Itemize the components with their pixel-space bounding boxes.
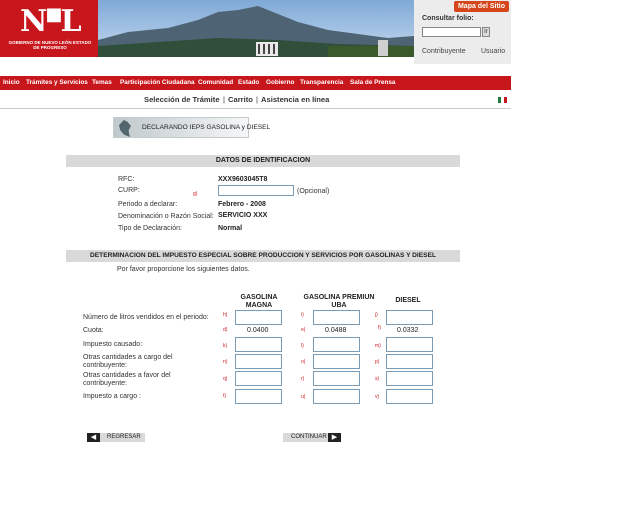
periodo-label: Periodo a declarar:	[118, 201, 178, 208]
column-header-magna: GASOLINA MAGNA	[240, 294, 278, 309]
impuesto-causado-magna-input[interactable]	[235, 337, 282, 352]
litros-magna-input[interactable]	[235, 310, 282, 325]
otras-favor-premium-input[interactable]	[313, 371, 360, 386]
cuota-diesel-value: 0.0332	[397, 327, 419, 334]
continuar-button[interactable]	[283, 433, 341, 442]
impuesto-causado-diesel-input[interactable]	[386, 337, 433, 352]
nav-item-inicio[interactable]: Inicio	[3, 79, 20, 86]
curp-optional-note: (Opcional)	[297, 188, 330, 195]
nuevo-leon-logo[interactable]	[0, 0, 98, 57]
row-marker: h)	[223, 312, 228, 318]
subnav-asistencia[interactable]: Asistencia en línea	[261, 95, 330, 104]
nav-item-comunidad[interactable]: Comunidad	[198, 79, 234, 86]
row-label-litros: Número de litros vendidos en el periodo:	[83, 314, 209, 321]
mountain-banner-image	[98, 0, 414, 57]
main-navigation	[0, 76, 511, 90]
subnav-separator: |	[256, 95, 258, 104]
cuota-premium-value: 0.0488	[325, 327, 347, 334]
row-marker: r)	[301, 376, 305, 382]
row-marker: m)	[375, 343, 381, 349]
rfc-label: RFC:	[118, 176, 135, 183]
periodo-value: Febrero - 2008	[218, 201, 266, 208]
section-image-ieps	[113, 117, 271, 138]
regresar-label: REGRESAR	[107, 434, 141, 440]
section-title-identificacion: DATOS DE IDENTIFICACION	[66, 155, 460, 167]
impuesto-causado-premium-input[interactable]	[313, 337, 360, 352]
row-label-impuesto-causado: Impuesto causado:	[83, 341, 143, 348]
curp-input[interactable]	[218, 185, 294, 196]
continuar-label: CONTINUAR	[291, 434, 327, 440]
denominacion-value: SERVICIO XXX	[218, 212, 268, 219]
column-header-premium: GASOLINA PREMIUN UBA	[303, 294, 375, 309]
otras-favor-diesel-input[interactable]	[386, 371, 433, 386]
logo-text: N■L	[20, 4, 80, 39]
row-marker: j)	[375, 312, 378, 318]
nav-item-participacion[interactable]: Participación Ciudadana	[120, 79, 195, 86]
litros-diesel-input[interactable]	[386, 310, 433, 325]
impuesto-cargo-premium-input[interactable]	[313, 389, 360, 404]
mexico-flag-icon[interactable]	[498, 97, 507, 103]
sub-navigation	[0, 92, 511, 109]
row-label-otras-cargo: Otras cantidades a cargo del contribuyente:	[83, 354, 173, 369]
row-marker: d)	[223, 327, 228, 333]
curp-label: CURP:	[118, 187, 140, 194]
row-marker: e)	[301, 327, 306, 333]
row-label-cuota: Cuota:	[83, 327, 104, 334]
tipo-declaracion-value: Normal	[218, 225, 243, 232]
otras-cargo-premium-input[interactable]	[313, 354, 360, 369]
cuota-magna-value: 0.0400	[247, 327, 269, 334]
instruction-text: Por favor proporcione los siguientes datos.	[117, 266, 250, 273]
row-marker: f)	[378, 325, 382, 331]
row-marker: n)	[223, 359, 228, 365]
row-marker: q)	[223, 376, 228, 382]
rfc-value: XXX9603045T8	[218, 176, 268, 183]
nav-item-transparencia[interactable]: Transparencia	[300, 79, 344, 86]
nav-item-sala-prensa[interactable]: Sala de Prensa	[350, 79, 396, 86]
row-marker: u)	[301, 394, 306, 400]
nav-item-tramites[interactable]: Trámites y Servicios	[26, 79, 88, 86]
impuesto-cargo-diesel-input[interactable]	[386, 389, 433, 404]
tipo-declaracion-label: Tipo de Declaración:	[118, 225, 182, 232]
subnav-separator: |	[223, 95, 225, 104]
section-title-determinacion: DETERMINACION DEL IMPUESTO ESPECIAL SOBRE PRODUCCION Y SERVICIOS POR GASOLINAS Y DIESEL	[66, 250, 460, 262]
back-arrow-icon: ◀	[87, 433, 100, 442]
subnav-carrito[interactable]: Carrito	[228, 95, 253, 104]
row-marker: k)	[223, 343, 228, 349]
litros-premium-input[interactable]	[313, 310, 360, 325]
next-arrow-icon: ▶	[328, 433, 341, 442]
nav-item-gobierno[interactable]: Gobierno	[266, 79, 295, 86]
folio-go-button[interactable]: Ir	[482, 27, 490, 37]
section-image-text: DECLARANDO IEPS GASOLINA y DIESEL	[142, 124, 271, 131]
curp-marker: g)	[193, 191, 198, 197]
row-marker: o)	[301, 359, 306, 365]
row-marker: v)	[375, 394, 380, 400]
tab-usuario[interactable]: Usuario	[481, 48, 506, 55]
denominacion-label: Denominación o Razón Social:	[118, 213, 214, 220]
row-marker: l)	[301, 343, 304, 349]
column-header-diesel: DIESEL	[395, 297, 421, 304]
row-marker: s)	[375, 376, 380, 382]
row-label-otras-favor: Otras cantidades a favor del contribuyente:	[83, 372, 171, 387]
site-map-button[interactable]: Mapa del Sitio	[454, 1, 509, 12]
otras-cargo-magna-input[interactable]	[235, 354, 282, 369]
subnav-seleccion-tramite[interactable]: Selección de Trámite	[144, 95, 220, 104]
otras-cargo-diesel-input[interactable]	[386, 354, 433, 369]
folio-input[interactable]	[422, 27, 481, 37]
nav-item-estado[interactable]: Estado	[238, 79, 260, 86]
folio-label: Consultar folio:	[422, 15, 474, 22]
otras-favor-magna-input[interactable]	[235, 371, 282, 386]
regresar-button[interactable]	[87, 433, 145, 442]
row-marker: p)	[375, 359, 380, 365]
row-marker: i)	[301, 312, 304, 318]
nuevo-leon-map-icon	[119, 120, 131, 137]
tab-contribuyente[interactable]: Contribuyente	[422, 48, 466, 55]
nav-item-temas[interactable]: Temas	[92, 79, 112, 86]
logo-government-text: GOBIERNO DE NUEVO LEÓN ESTADO DE PROGRESO	[8, 40, 92, 50]
row-label-impuesto-cargo: Impuesto a cargo :	[83, 393, 141, 400]
impuesto-cargo-magna-input[interactable]	[235, 389, 282, 404]
row-marker: t)	[223, 393, 227, 399]
